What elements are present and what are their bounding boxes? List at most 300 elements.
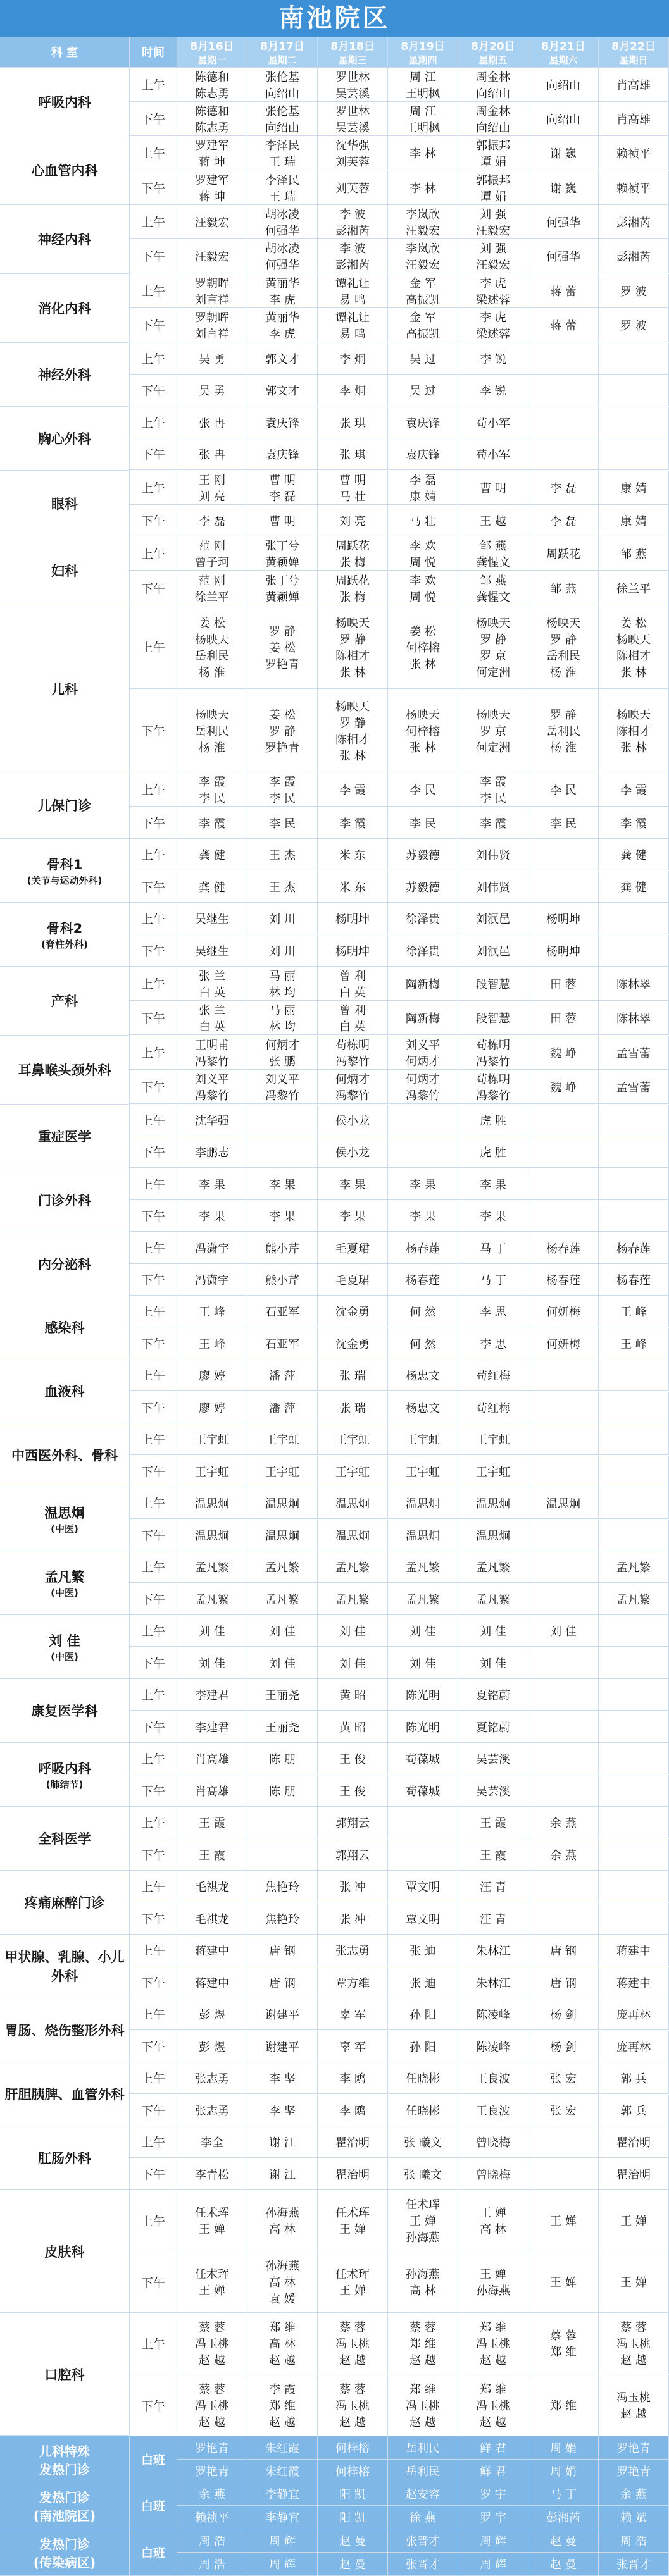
doctor-cell	[318, 2251, 388, 2313]
dept-19	[0, 1423, 130, 1487]
doctor-cell-text: 刘 川	[269, 912, 296, 926]
doctor-cell	[177, 772, 247, 807]
doctor-cell-text: 陈德和 陈志勇	[195, 70, 229, 101]
doctor-cell-text: 李 鸥	[339, 2104, 366, 2118]
time-slot-text: 上午	[141, 481, 165, 495]
doctor-cell	[388, 1903, 458, 1935]
doctor-cell	[247, 2251, 318, 2313]
doctor-cell	[599, 1743, 669, 1774]
time-slot	[130, 1359, 177, 1391]
doctor-cell-text: 刘伟贤	[476, 881, 510, 895]
doctor-cell	[318, 274, 388, 308]
dept-name: 刘 佳	[49, 1633, 80, 1649]
doctor-cell	[247, 807, 318, 839]
doctor-cell	[528, 1935, 599, 1966]
doctor-cell-text: 杨明坤	[335, 912, 370, 926]
doctor-cell	[318, 171, 388, 205]
doctor-cell-text: 向绍山	[546, 113, 580, 127]
doctor-cell	[599, 2158, 669, 2190]
doctor-cell-text: 孟凡繁	[195, 1561, 229, 1575]
dept-sub: (中医)	[51, 1650, 78, 1663]
doctor-cell-text: 何妍梅	[546, 1305, 580, 1319]
doctor-cell	[458, 68, 528, 102]
doctor-cell	[247, 1743, 318, 1774]
doctor-cell-text: 张 琪	[339, 448, 366, 462]
doctor-cell-text: 李 磊	[550, 514, 577, 528]
doctor-cell	[247, 136, 318, 170]
doctor-cell	[528, 2482, 599, 2506]
doctor-cell	[247, 1871, 318, 1902]
doctor-cell	[458, 1456, 528, 1487]
doctor-cell	[177, 102, 247, 136]
time-slot	[130, 1200, 177, 1232]
doctor-cell-text: 孟凡繁	[476, 1561, 510, 1575]
doctor-cell-text: 瞿治明	[616, 2136, 651, 2150]
doctor-cell-text: 焦艳玲	[265, 1912, 299, 1926]
doctor-cell-text: 肖高雄	[195, 1752, 229, 1766]
doctor-cell	[388, 903, 458, 934]
doctor-cell	[318, 2095, 388, 2126]
time-slot-text: 上午	[141, 547, 165, 561]
doctor-cell-text: 张 兰 白 英	[199, 969, 225, 1000]
doctor-cell	[599, 2553, 669, 2576]
doctor-cell	[599, 1359, 669, 1391]
doctor-cell	[177, 935, 247, 967]
doctor-cell-text: 李 锐	[480, 352, 506, 366]
doctor-cell-text: 康 婧	[620, 481, 647, 495]
doctor-cell	[318, 2375, 388, 2436]
doctor-cell	[247, 2158, 318, 2190]
doctor-cell	[177, 471, 247, 505]
doctor-cell	[528, 1903, 599, 1935]
doctor-cell-text: 李岚欣 汪毅宏	[406, 207, 440, 238]
time-slot-text: 上午	[141, 1114, 165, 1128]
doctor-cell-text: 鲜 君	[480, 2442, 506, 2455]
doctor-cell	[599, 1070, 669, 1104]
doctor-cell	[388, 1711, 458, 1743]
time-slot-text: 上午	[141, 1752, 165, 1766]
doctor-cell-text: 岳利民	[406, 2442, 440, 2455]
doctor-cell	[458, 1296, 528, 1327]
doctor-cell	[599, 308, 669, 342]
doctor-cell	[247, 2375, 318, 2436]
doctor-cell	[177, 1583, 247, 1615]
doctor-cell	[177, 1520, 247, 1551]
doctor-cell-text: 郑 维 冯玉桃 赵 越	[476, 2321, 510, 2367]
doctor-cell-text: 李 果	[410, 1210, 436, 1223]
doctor-cell-text: 李 民	[269, 817, 296, 831]
doctor-cell-text: 邹 燕	[620, 547, 647, 561]
doctor-cell-text: 李泽民 王 瑞	[265, 173, 299, 204]
doctor-cell	[247, 2095, 318, 2126]
doctor-cell-text: 孙 阳	[410, 2008, 436, 2022]
doctor-cell-text: 李 果	[480, 1210, 506, 1223]
doctor-cell-text: 曹 明	[269, 514, 296, 528]
doctor-cell-text: 周跃花 张 梅	[335, 539, 370, 569]
doctor-cell-text: 段智慧	[476, 1012, 510, 1025]
time-slot-text: 下午	[141, 2399, 165, 2413]
doctor-cell	[318, 1296, 388, 1327]
doctor-cell-text: 罗 静 姜 松 罗艳青	[265, 624, 299, 671]
doctor-cell-text: 刘 佳	[480, 1625, 506, 1638]
doctor-cell	[177, 1839, 247, 1871]
doctor-cell	[458, 1711, 528, 1743]
doctor-cell-text: 张晋才	[616, 2558, 651, 2572]
doctor-cell	[247, 1487, 318, 1519]
doctor-cell-text: 龚 健	[199, 848, 225, 862]
doctor-cell	[528, 1036, 599, 1070]
doctor-cell	[599, 505, 669, 536]
doctor-cell	[388, 2553, 458, 2576]
dept-name: 儿科	[51, 681, 78, 697]
doctor-cell	[318, 2436, 388, 2460]
time-slot-text: 上午	[141, 1433, 165, 1447]
fever-clinic-2	[0, 2529, 130, 2576]
doctor-cell	[388, 407, 458, 438]
doctor-cell-text: 何强华	[546, 216, 580, 230]
doctor-cell-text: 孙 阳	[410, 2040, 436, 2054]
doctor-cell-text: 辜 军	[339, 2008, 366, 2022]
dept-23	[0, 1679, 130, 1743]
doctor-cell	[388, 1359, 458, 1391]
doctor-cell	[247, 2460, 318, 2483]
doctor-cell-text: 覃文明	[406, 1912, 440, 1926]
doctor-cell	[177, 1487, 247, 1519]
doctor-cell	[247, 2436, 318, 2460]
doctor-cell-text: 王宇虹	[406, 1465, 440, 1479]
doctor-cell	[318, 772, 388, 807]
doctor-cell-text: 温思炯	[546, 1497, 580, 1511]
doctor-cell-text: 李 思	[480, 1337, 506, 1351]
doctor-cell-text: 孟凡繁	[195, 1593, 229, 1607]
doctor-cell-text: 张志勇	[195, 2072, 229, 2086]
doctor-cell-text: 刘 佳	[339, 1625, 366, 1638]
doctor-cell-text: 岳利民	[406, 2465, 440, 2479]
time-slot-text: 上午	[141, 1688, 165, 1702]
doctor-cell-text: 周跃花	[546, 547, 580, 561]
doctor-cell	[318, 1871, 388, 1902]
time-slot-text: 下午	[141, 1848, 165, 1862]
doctor-cell	[388, 1070, 458, 1104]
header-day-4	[458, 37, 528, 68]
time-slot	[130, 967, 177, 1001]
doctor-cell-text: 王宇虹	[335, 1433, 370, 1447]
doctor-cell-text: 陈 朋	[269, 1785, 296, 1799]
doctor-cell-text: 余 燕	[620, 2488, 647, 2501]
doctor-cell-text: 李 炯	[339, 352, 366, 366]
time-slot	[130, 1264, 177, 1296]
doctor-cell-text: 何炳才 冯黎竹	[335, 1072, 370, 1103]
doctor-cell	[388, 2158, 458, 2190]
time-slot-text: 上午	[141, 2136, 165, 2150]
time-slot	[130, 471, 177, 505]
doctor-cell-text: 王 刚 刘 亮	[199, 473, 225, 504]
doctor-cell-text: 刘 佳	[199, 1625, 225, 1638]
doctor-cell	[318, 1359, 388, 1391]
doctor-cell-text: 何 然	[410, 1337, 436, 1351]
doctor-cell-text: 石亚军	[265, 1305, 299, 1319]
doctor-cell	[177, 2251, 247, 2313]
doctor-cell-text: 沈金勇	[335, 1305, 370, 1319]
time-slot	[130, 407, 177, 438]
doctor-cell	[599, 2375, 669, 2436]
doctor-cell-text: 孟凡繁	[476, 1593, 510, 1607]
doctor-cell-text: 覃文明	[406, 1880, 440, 1894]
doctor-cell	[599, 536, 669, 571]
doctor-cell	[458, 471, 528, 505]
doctor-cell-text: 刘 佳	[339, 1657, 366, 1671]
doctor-cell-text: 陈光明	[406, 1688, 440, 1702]
doctor-cell	[458, 1036, 528, 1070]
doctor-cell-text: 余 燕	[550, 1848, 577, 1862]
doctor-cell	[318, 2460, 388, 2483]
doctor-cell	[177, 871, 247, 903]
dept-name: 血液科	[44, 1384, 85, 1399]
doctor-cell-text: 李 霞	[339, 783, 366, 797]
doctor-cell-text: 张伦基 向绍山	[265, 70, 299, 101]
doctor-cell-text: 李 霞	[339, 817, 366, 831]
doctor-cell-text: 王 峰	[199, 1337, 225, 1351]
doctor-cell	[318, 239, 388, 273]
doctor-cell-text: 邹 燕	[550, 582, 577, 596]
doctor-cell	[388, 2062, 458, 2094]
doctor-cell	[318, 1903, 388, 1935]
dept-name: 骨科2	[46, 920, 83, 936]
doctor-cell	[388, 1423, 458, 1455]
doctor-cell-text: 王 霞	[480, 1816, 506, 1830]
doctor-cell	[458, 1647, 528, 1679]
doctor-cell-text: 蔡 蓉 冯玉桃 赵 越	[195, 2383, 229, 2429]
dept-name: 感染科	[44, 1320, 85, 1335]
time-slot	[130, 1903, 177, 1935]
time-slot-text: 白班	[141, 2499, 165, 2513]
doctor-cell-text: 刘 佳	[480, 1657, 506, 1671]
doctor-cell	[177, 903, 247, 934]
doctor-cell	[458, 772, 528, 807]
doctor-cell	[247, 1839, 318, 1871]
doctor-cell	[247, 605, 318, 689]
doctor-cell	[599, 772, 669, 807]
doctor-cell-text: 温思炯	[476, 1497, 510, 1511]
doctor-cell	[247, 102, 318, 136]
doctor-cell-text: 李 霞	[620, 783, 647, 797]
doctor-cell-text: 李 民	[410, 817, 436, 831]
doctor-cell	[318, 1001, 388, 1035]
doctor-cell	[318, 2506, 388, 2529]
dept-name: 耳鼻喉头颈外科	[18, 1063, 111, 1078]
doctor-cell-text: 孟凡繁	[335, 1561, 370, 1575]
time-slot-text: 上午	[141, 1880, 165, 1894]
dept-name: 甲状腺、乳腺、小儿外科	[4, 1950, 125, 1984]
doctor-cell	[528, 1583, 599, 1615]
doctor-cell	[177, 1871, 247, 1902]
doctor-cell-text: 周金林 向绍山	[476, 104, 510, 135]
doctor-cell-text: 康 婧	[620, 514, 647, 528]
doctor-cell	[458, 438, 528, 470]
doctor-cell-text: 张 迪	[410, 1944, 436, 1958]
doctor-cell	[458, 2313, 528, 2374]
doctor-cell	[528, 2506, 599, 2529]
doctor-cell-text: 周金林 向绍山	[476, 70, 510, 101]
dept-29	[0, 2062, 130, 2126]
doctor-cell-text: 李 民	[410, 783, 436, 797]
doctor-cell-text: 罗朝晖 刘言祥	[195, 311, 229, 341]
doctor-cell-text: 蔡 蓉 冯玉桃 赵 越	[195, 2321, 229, 2367]
dept-name: 口腔科	[44, 2367, 85, 2382]
doctor-cell	[247, 2482, 318, 2506]
doctor-cell-text: 廖 婷	[199, 1369, 225, 1383]
doctor-cell	[247, 1679, 318, 1711]
doctor-cell	[458, 2375, 528, 2436]
doctor-cell	[528, 1711, 599, 1743]
doctor-cell	[247, 1583, 318, 1615]
dept-3	[0, 274, 130, 343]
doctor-cell-text: 周跃花 张 梅	[335, 574, 370, 604]
doctor-cell-text: 范 刚 曾子珂	[195, 539, 229, 569]
doctor-cell	[177, 1136, 247, 1168]
doctor-cell	[177, 1615, 247, 1647]
doctor-cell-text: 周 娟	[550, 2442, 577, 2455]
doctor-cell	[318, 871, 388, 903]
doctor-cell	[177, 343, 247, 375]
doctor-cell-text: 余 燕	[199, 2488, 225, 2501]
doctor-cell	[528, 1871, 599, 1902]
doctor-cell-text: 蒋建中	[616, 1944, 651, 1958]
doctor-cell	[528, 772, 599, 807]
doctor-cell	[247, 1423, 318, 1455]
doctor-cell-text: 李 虎 梁述蓉	[476, 276, 510, 307]
dept-0	[0, 68, 130, 137]
doctor-cell	[388, 136, 458, 170]
doctor-cell	[318, 102, 388, 136]
doctor-cell-text: 李岚欣 汪毅宏	[406, 242, 440, 272]
doctor-cell-text: 郑 维 冯玉桃 赵 越	[476, 2383, 510, 2429]
doctor-cell	[318, 375, 388, 406]
doctor-cell	[247, 1520, 318, 1551]
doctor-cell-text: 任术珲 王 婵 孙海燕	[406, 2198, 440, 2245]
doctor-cell-text: 吴 过	[410, 352, 436, 366]
doctor-cell-text: 李 果	[269, 1178, 296, 1192]
doctor-cell	[458, 839, 528, 870]
doctor-cell-text: 赖 斌	[620, 2511, 647, 2525]
doctor-cell-text: 杨春莲	[406, 1273, 440, 1287]
doctor-cell	[388, 239, 458, 273]
doctor-cell	[458, 605, 528, 689]
doctor-cell	[458, 689, 528, 772]
doctor-cell-text: 王 婵 高 林	[480, 2207, 506, 2236]
doctor-cell	[458, 1264, 528, 1296]
doctor-cell	[458, 2506, 528, 2529]
time-slot-text: 下午	[141, 448, 165, 462]
doctor-cell	[599, 343, 669, 375]
doctor-cell	[247, 2031, 318, 2062]
dept-4	[0, 343, 130, 407]
doctor-cell-text: 周 辉	[480, 2535, 506, 2548]
doctor-cell-text: 徐 燕	[410, 2511, 436, 2525]
doctor-cell	[247, 1200, 318, 1232]
doctor-cell-text: 肖高雄	[195, 1785, 229, 1799]
doctor-cell	[528, 1105, 599, 1136]
doctor-cell-text: 杨映天 罗 静 陈相才 张 林	[335, 616, 370, 679]
header-weekday: 星期三	[338, 54, 367, 66]
doctor-cell-text: 郭振邦 谭 娟	[476, 173, 510, 204]
time-slot-text: 上午	[141, 1944, 165, 1958]
doctor-cell-text: 何强华	[546, 250, 580, 264]
dept-8	[0, 605, 130, 772]
doctor-cell	[318, 308, 388, 342]
doctor-cell-text: 李 鸥	[339, 2072, 366, 2086]
doctor-cell	[177, 2062, 247, 2094]
doctor-cell-text: 胡冰凌 何强华	[265, 242, 299, 272]
dept-16	[0, 1232, 130, 1296]
doctor-cell-text: 瞿治明	[616, 2168, 651, 2182]
doctor-cell	[247, 967, 318, 1001]
doctor-cell	[177, 839, 247, 870]
doctor-cell	[528, 903, 599, 934]
time-slot	[130, 2095, 177, 2126]
doctor-cell-text: 杨明坤	[546, 944, 580, 958]
doctor-cell	[318, 1105, 388, 1136]
doctor-cell-text: 魏 峥	[550, 1081, 577, 1094]
doctor-cell	[599, 1583, 669, 1615]
doctor-cell	[388, 2313, 458, 2374]
doctor-cell	[177, 205, 247, 239]
doctor-cell-text: 杨春莲	[546, 1242, 580, 1256]
doctor-cell-text: 蔡 蓉 冯玉桃 赵 越	[335, 2321, 370, 2367]
dept-32	[0, 2313, 130, 2436]
doctor-cell	[528, 438, 599, 470]
doctor-cell-text: 罗建军 蒋 坤	[195, 139, 229, 169]
time-slot	[130, 1001, 177, 1035]
doctor-cell	[388, 1136, 458, 1168]
doctor-cell-text: 陈林翠	[616, 1012, 651, 1025]
doctor-cell	[177, 2031, 247, 2062]
doctor-cell	[318, 1520, 388, 1551]
doctor-cell	[388, 1036, 458, 1070]
doctor-cell	[388, 1296, 458, 1327]
doctor-cell-text: 王宇虹	[476, 1433, 510, 1447]
header-day-5	[528, 37, 599, 68]
doctor-cell-text: 蒋建中	[616, 1976, 651, 1990]
time-slot-text: 下午	[141, 817, 165, 831]
doctor-cell	[318, 1711, 388, 1743]
doctor-cell-text: 周 江 王明枫	[406, 104, 440, 135]
time-slot-text: 下午	[141, 2104, 165, 2118]
dept-20	[0, 1487, 130, 1551]
doctor-cell-text: 石亚军	[265, 1337, 299, 1351]
doctor-cell	[318, 1200, 388, 1232]
doctor-cell-text: 苟栋明 冯黎竹	[476, 1072, 510, 1103]
doctor-cell-text: 马 丁	[480, 1273, 506, 1287]
doctor-cell	[528, 274, 599, 308]
doctor-cell	[318, 1551, 388, 1583]
doctor-cell	[318, 967, 388, 1001]
doctor-cell	[528, 308, 599, 342]
doctor-cell	[318, 807, 388, 839]
doctor-cell-text: 唐 钢	[550, 1976, 577, 1990]
doctor-cell-text: 冯潇宇	[195, 1273, 229, 1287]
doctor-cell	[388, 1105, 458, 1136]
doctor-cell	[318, 1743, 388, 1774]
doctor-cell-text: 郭翔云	[335, 1816, 370, 1830]
doctor-cell	[528, 2158, 599, 2190]
doctor-cell-text: 周 浩	[199, 2558, 225, 2572]
doctor-cell	[599, 1807, 669, 1838]
doctor-cell-text: 罗世林 吴芸溪	[335, 104, 370, 135]
doctor-cell	[599, 2313, 669, 2374]
doctor-cell	[177, 2460, 247, 2483]
doctor-cell	[318, 1168, 388, 1200]
